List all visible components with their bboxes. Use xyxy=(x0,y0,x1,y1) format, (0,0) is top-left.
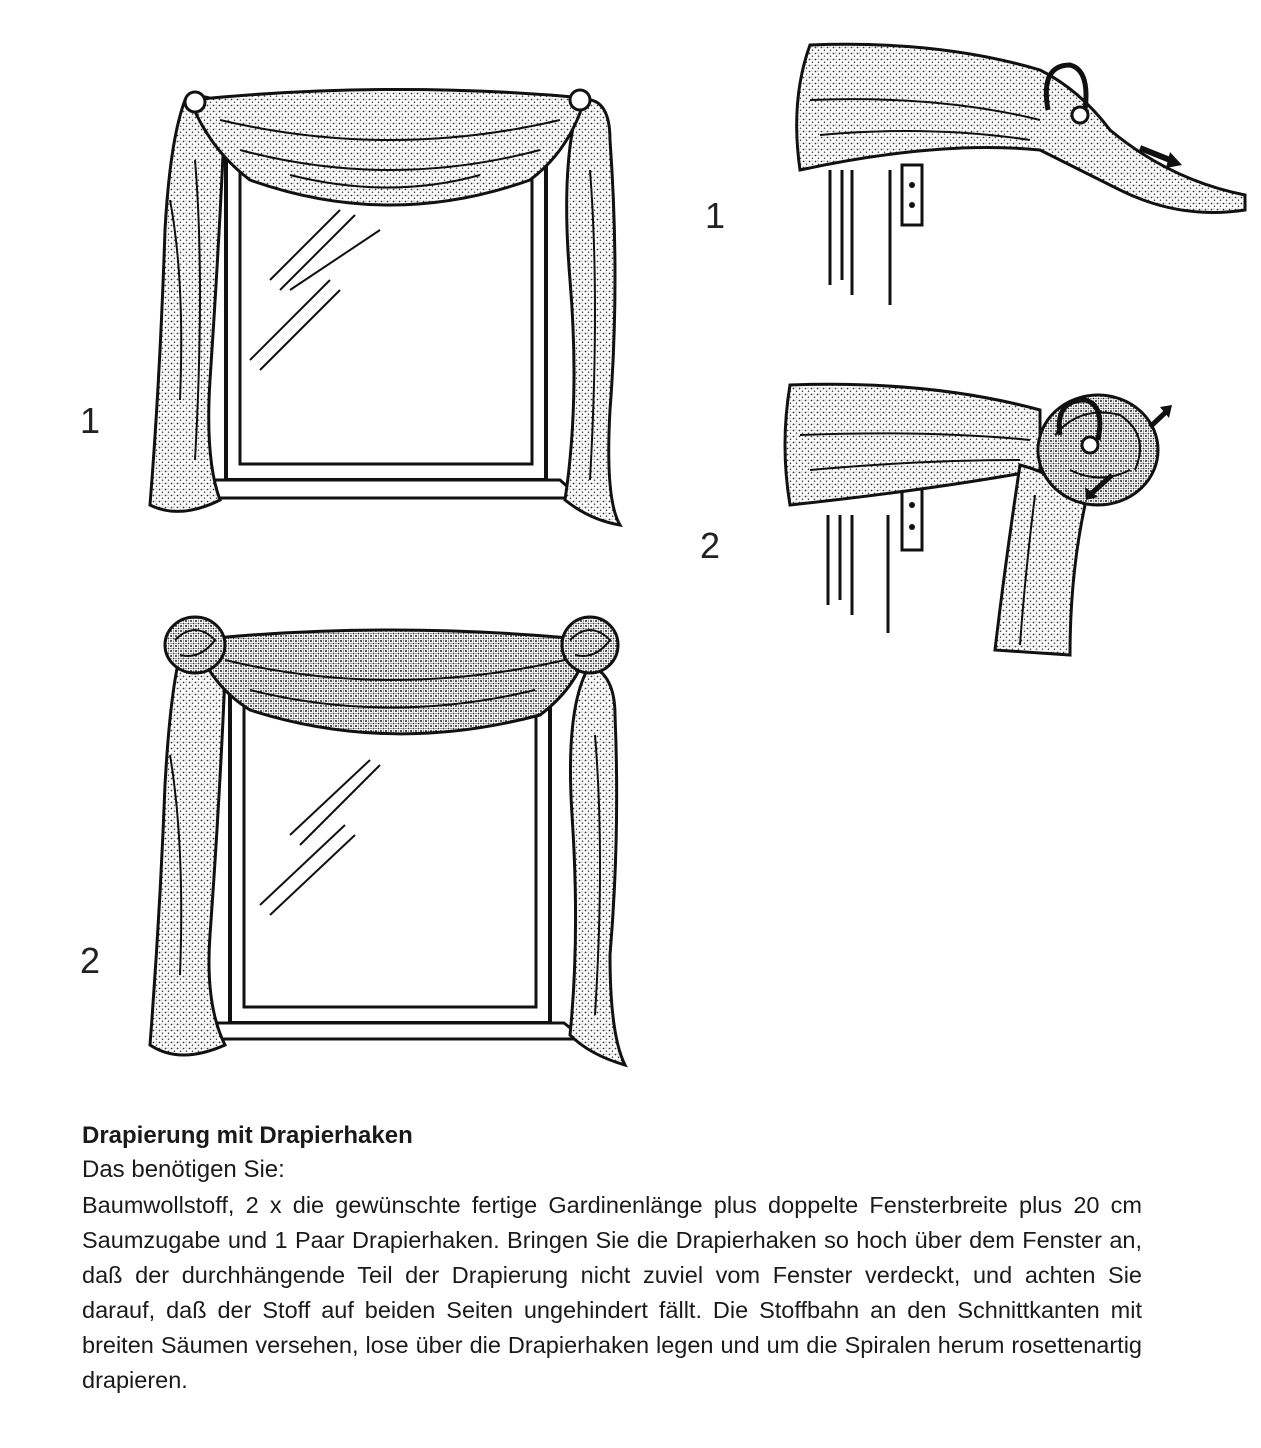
figure-label-right-2: 2 xyxy=(700,525,721,566)
instructions-title: Drapierung mit Drapierhaken xyxy=(82,1122,413,1149)
figure-label-right-1: 1 xyxy=(705,195,726,236)
hook-detail-figure-1 xyxy=(790,40,1250,310)
instructions-body: Baumwollstoff, 2 x die gewünschte fertige Gardinenlänge plus doppelte Fensterbreite plus 20 cm Saumzugabe und 1 Paar Drapierhaken. Bringen Sie die Drapierhaken so hoch über dem Fenster an, daß der durchhängende Teil der Drapierung nicht zuviel vom Fenster verdeckt, und achten Sie darauf, daß der Stoff auf beiden Seiten ungehindert fällt. Die Stoffbahn an den Schnittkanten mit breiten Säumen versehen, lose über die Drapierhaken legen und um die Spiralen herum rosettenartig drapieren. xyxy=(82,1192,1142,1393)
figure-label-left-1: 1 xyxy=(80,400,101,441)
window-drapery-figure-2 xyxy=(140,615,640,1075)
hook-detail-figure-2 xyxy=(780,375,1180,660)
instruction-text-block xyxy=(82,1122,1142,1398)
window-drapery-figure-1 xyxy=(140,80,640,540)
instructions-subtitle: Das benötigen Sie: xyxy=(82,1156,285,1183)
figure-label-left-2: 2 xyxy=(80,940,101,981)
